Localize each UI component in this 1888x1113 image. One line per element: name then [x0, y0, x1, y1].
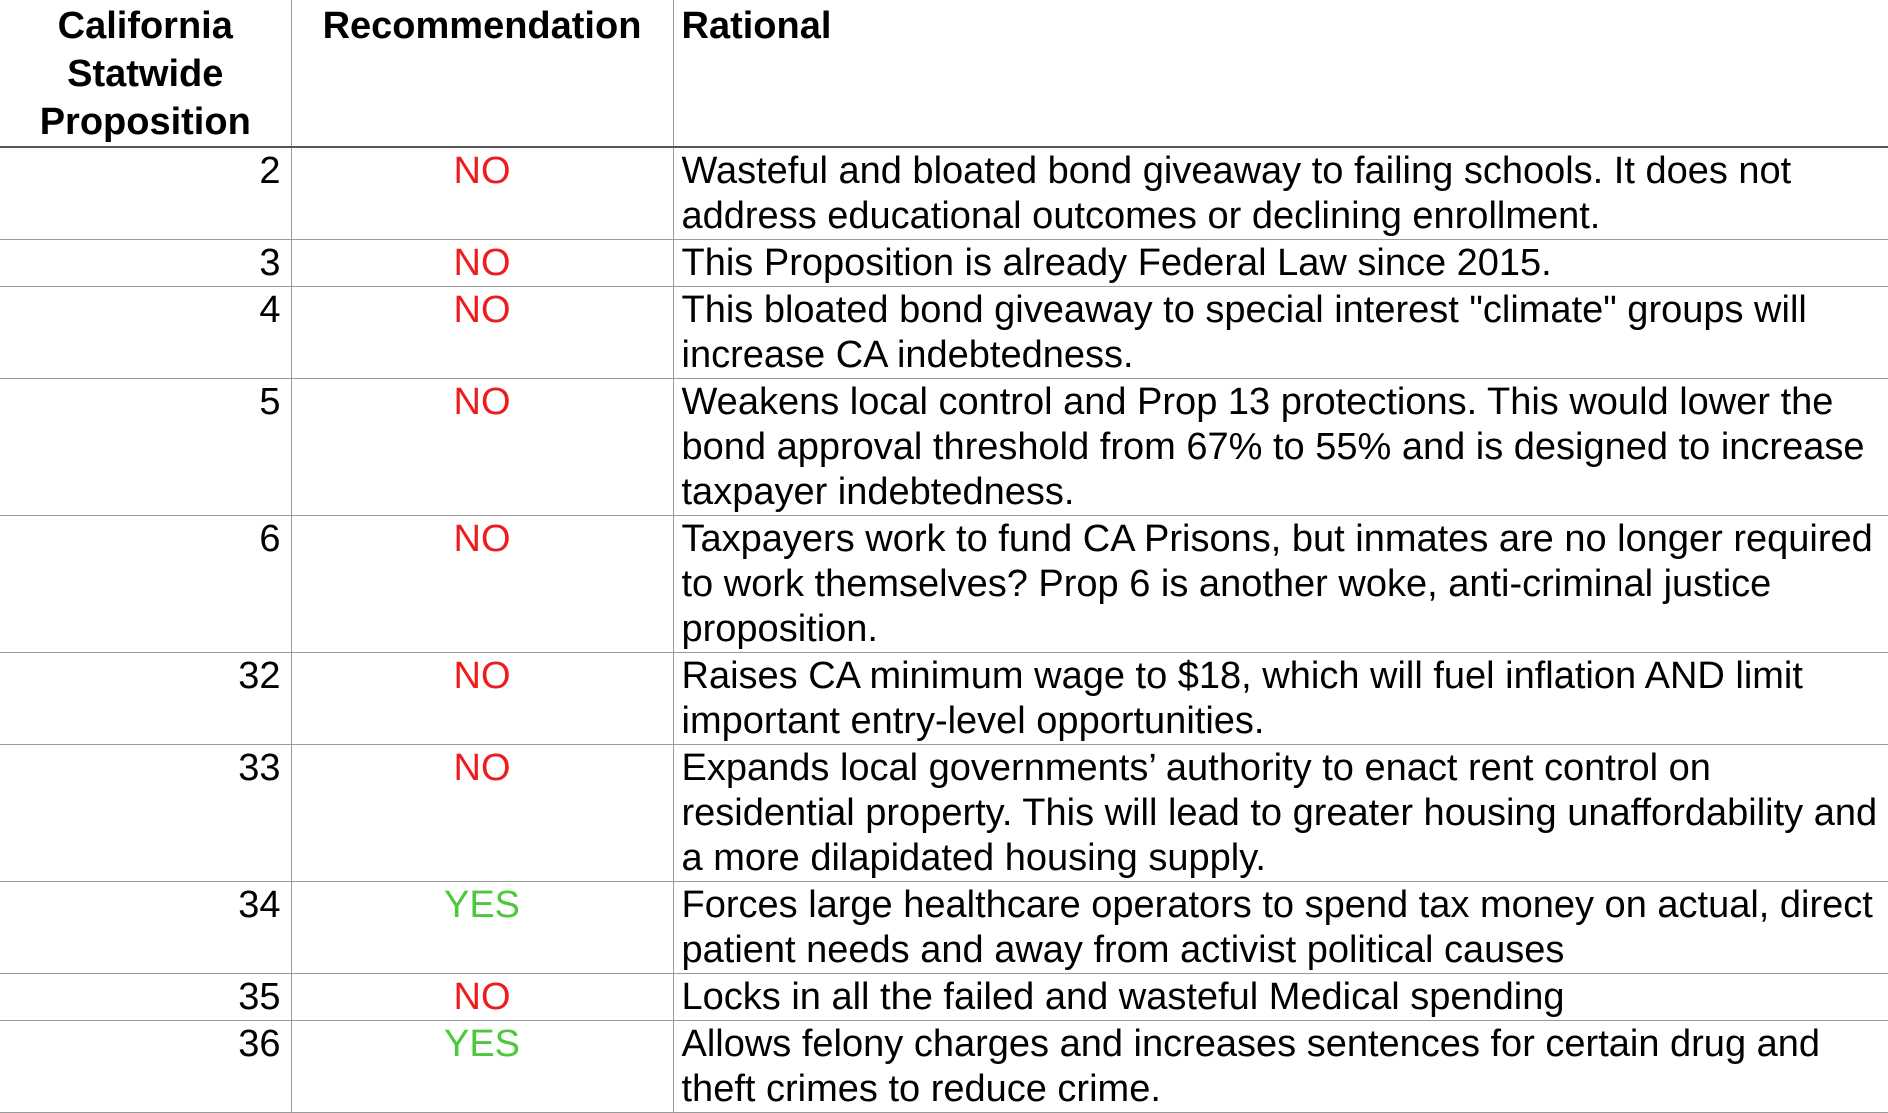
- proposition-number: 32: [0, 653, 291, 745]
- table-row: [0, 379, 1888, 516]
- table-body: [0, 147, 1888, 1113]
- proposition-number: 35: [0, 974, 291, 1021]
- rationale-cell: Weakens local control and Prop 13 protections. This would lower the bond approval threshold from 67% to 55% and is designed to increase taxpayer indebtedness.: [673, 379, 1888, 516]
- proposition-number: 34: [0, 882, 291, 974]
- table-row: [0, 653, 1888, 745]
- table-row: [0, 516, 1888, 653]
- recommendation-cell: NO: [291, 287, 673, 379]
- recommendation-cell: NO: [291, 653, 673, 745]
- recommendation-cell: NO: [291, 379, 673, 516]
- recommendation-cell: NO: [291, 974, 673, 1021]
- rationale-cell: This bloated bond giveaway to special interest "climate" groups will increase CA indebtedness.: [673, 287, 1888, 379]
- header-proposition: California Statwide Proposition: [0, 0, 291, 147]
- rationale-cell: Allows felony charges and increases sentences for certain drug and theft crimes to reduce crime.: [673, 1021, 1888, 1113]
- table-row: [0, 1021, 1888, 1113]
- rationale-cell: Raises CA minimum wage to $18, which will fuel inflation AND limit important entry-level opportunities.: [673, 653, 1888, 745]
- recommendation-cell: NO: [291, 240, 673, 287]
- recommendation-cell: YES: [291, 882, 673, 974]
- proposition-number: 2: [0, 147, 291, 240]
- rationale-cell: Expands local governments’ authority to enact rent control on residential property. This will lead to greater housing unaffordability and a more dilapidated housing supply.: [673, 745, 1888, 882]
- header-rationale: Rational: [673, 0, 1888, 147]
- proposition-number: 3: [0, 240, 291, 287]
- rationale-cell: Locks in all the failed and wasteful Medical spending: [673, 974, 1888, 1021]
- table-row: [0, 974, 1888, 1021]
- proposition-number: 6: [0, 516, 291, 653]
- recommendation-cell: NO: [291, 745, 673, 882]
- rationale-cell: This Proposition is already Federal Law since 2015.: [673, 240, 1888, 287]
- table-row: [0, 745, 1888, 882]
- proposition-number: 5: [0, 379, 291, 516]
- rationale-cell: Forces large healthcare operators to spend tax money on actual, direct patient needs and away from activist political causes: [673, 882, 1888, 974]
- proposition-number: 4: [0, 287, 291, 379]
- recommendation-cell: YES: [291, 1021, 673, 1113]
- recommendation-cell: NO: [291, 147, 673, 240]
- header-recommendation: Recommendation: [291, 0, 673, 147]
- rationale-cell: Taxpayers work to fund CA Prisons, but inmates are no longer required to work themselves? Prop 6 is another woke, anti-criminal justice proposition.: [673, 516, 1888, 653]
- proposition-number: 36: [0, 1021, 291, 1113]
- table-row: [0, 240, 1888, 287]
- rationale-cell: Wasteful and bloated bond giveaway to failing schools. It does not address educational outcomes or declining enrollment.: [673, 147, 1888, 240]
- header-row: [0, 0, 1888, 147]
- recommendation-cell: NO: [291, 516, 673, 653]
- proposition-number: 33: [0, 745, 291, 882]
- table-row: [0, 882, 1888, 974]
- table-row: [0, 147, 1888, 240]
- table-row: [0, 287, 1888, 379]
